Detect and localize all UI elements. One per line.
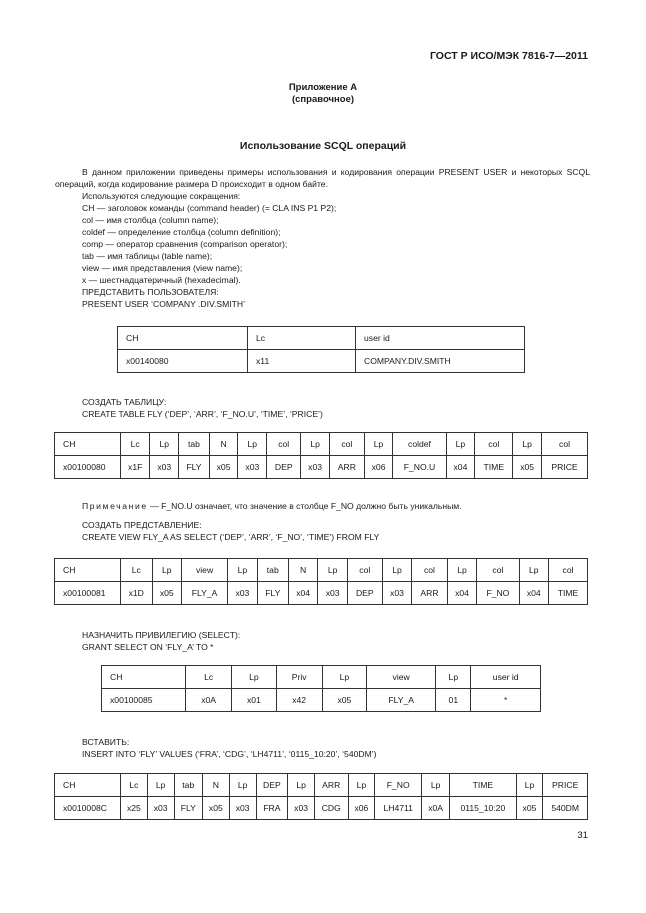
table-header-cell: TIME	[450, 774, 516, 797]
table-header-cell: col	[267, 433, 301, 456]
table-row	[55, 797, 588, 820]
table-header-cell: Lp	[446, 433, 475, 456]
table-header-cell: col	[347, 559, 382, 582]
appendix-label: Приложение А	[288, 82, 358, 93]
grant-block	[82, 629, 240, 653]
table-cell: x03	[301, 456, 330, 479]
table-header-row	[55, 559, 588, 582]
table-header-cell: N	[288, 559, 317, 582]
intro-line: x — шестнадцатеричный (hexadecimal).	[82, 275, 241, 285]
table-cell: FLY_A	[182, 582, 228, 605]
insert-heading: ВСТАВИТЬ:	[82, 737, 130, 747]
table-cell: TIME	[549, 582, 588, 605]
table-cell: FLY	[174, 797, 202, 820]
table-cell: x25	[121, 797, 148, 820]
table-header-cell: CH	[55, 559, 121, 582]
table-header-cell: CH	[118, 327, 248, 350]
table-cell: x04	[446, 456, 475, 479]
table-cell: x0A	[186, 689, 232, 712]
table-cell: x05	[322, 689, 366, 712]
appendix-type: (справочное)	[291, 94, 355, 105]
table-header-cell: tab	[257, 559, 288, 582]
insert-statement: INSERT INTO ‘FLY’ VALUES (‘FRA’, ‘CDG’, ‘LH4711’, ‘0115_10:20’, ‘540DM’)	[82, 749, 377, 759]
table-header-cell: tab	[179, 433, 210, 456]
table-row	[102, 689, 541, 712]
table-header-cell: col	[412, 559, 448, 582]
table-header-row	[118, 327, 525, 350]
table-cell: x06	[364, 456, 393, 479]
table-header-cell: Lp	[232, 666, 276, 689]
table-cell: 0115_10:20	[450, 797, 516, 820]
table-header-cell: Lc	[121, 774, 148, 797]
table-cell: x04	[447, 582, 476, 605]
table-header-cell: Lp	[382, 559, 411, 582]
grant-encoding-table	[101, 665, 541, 712]
table-cell: 01	[436, 689, 471, 712]
table-cell: ARR	[412, 582, 448, 605]
table-cell: x03	[382, 582, 411, 605]
table-header-cell: Lc	[248, 327, 356, 350]
table-header-cell: Lp	[229, 774, 256, 797]
table-header-cell: PRICE	[543, 774, 588, 797]
table-cell: FLY	[257, 582, 288, 605]
table-cell: x05	[152, 582, 181, 605]
table-cell: x00100085	[102, 689, 186, 712]
table-header-cell: Priv	[276, 666, 322, 689]
section-title: Использование SCQL операций	[239, 140, 407, 152]
table-header-cell: CH	[102, 666, 186, 689]
intro-line: CH — заголовок команды (command header) (= CLA INS P1 P2);	[82, 203, 337, 213]
create-view-heading: СОЗДАТЬ ПРЕДСТАВЛЕНИЕ:	[82, 520, 202, 530]
table-cell: TIME	[475, 456, 513, 479]
table-header-cell: ARR	[314, 774, 348, 797]
table-header-cell: Lp	[147, 774, 174, 797]
table-cell: ARR	[329, 456, 364, 479]
table-cell: FLY_A	[367, 689, 436, 712]
insert-block	[82, 736, 377, 760]
intro-line: ПРЕДСТАВИТЬ ПОЛЬЗОВАТЕЛЯ:	[82, 287, 219, 297]
table-cell: x05	[202, 797, 229, 820]
table-cell: x04	[288, 582, 317, 605]
table-cell: *	[471, 689, 541, 712]
intro-text	[55, 166, 590, 310]
intro-line: tab — имя таблицы (table name);	[82, 251, 213, 261]
table-header-cell: col	[549, 559, 588, 582]
create-view-block	[82, 519, 379, 543]
table-cell: x03	[228, 582, 257, 605]
page-number: 31	[577, 830, 588, 841]
note-text: — F_NO.U означает, что значение в столбце F_NO должно быть уникальным.	[147, 501, 462, 511]
table-header-cell: Lc	[186, 666, 232, 689]
table-header-cell: Lp	[152, 559, 181, 582]
table-cell: DEP	[347, 582, 382, 605]
table-header-cell: Lp	[322, 666, 366, 689]
note	[82, 500, 462, 512]
table-header-cell: DEP	[256, 774, 288, 797]
intro-line: PRESENT USER ‘COMPANY .DIV.SMITH’	[82, 299, 245, 309]
table-cell: x05	[516, 797, 543, 820]
table-header-cell: Lp	[447, 559, 476, 582]
table-cell: x03	[150, 456, 179, 479]
table-cell: 540DM	[543, 797, 588, 820]
table-header-cell: CH	[55, 433, 121, 456]
table-header-cell: col	[475, 433, 513, 456]
table-cell: x03	[147, 797, 174, 820]
table-header-cell: Lp	[513, 433, 542, 456]
intro-line: Используются следующие сокращения:	[82, 191, 241, 201]
intro-line: coldef — определение столбца (column definition);	[82, 227, 281, 237]
table-cell: x04	[519, 582, 548, 605]
intro-line: view — имя представления (view name);	[82, 263, 243, 273]
table-cell: x1F	[121, 456, 150, 479]
table-header-cell: Lp	[150, 433, 179, 456]
table-header-cell: Lp	[288, 774, 315, 797]
table-header-cell: N	[202, 774, 229, 797]
table-cell: x00100081	[55, 582, 121, 605]
table-cell: LH4711	[375, 797, 422, 820]
intro-line: col — имя столбца (column name);	[82, 215, 219, 225]
table-cell: x11	[248, 350, 356, 373]
table-header-cell: Lp	[422, 774, 450, 797]
table-header-cell: CH	[55, 774, 121, 797]
table-header-cell: Lc	[121, 433, 150, 456]
table-header-row	[102, 666, 541, 689]
table-header-cell: Lp	[348, 774, 375, 797]
table-header-cell: F_NO	[375, 774, 422, 797]
standard-designation: ГОСТ Р ИСО/МЭК 7816-7—2011	[429, 50, 588, 62]
table-header-cell: tab	[174, 774, 202, 797]
table-header-cell: Lp	[318, 559, 347, 582]
table-cell: x42	[276, 689, 322, 712]
table-row	[55, 582, 588, 605]
table-header-cell: N	[209, 433, 238, 456]
table-header-cell: Lp	[228, 559, 257, 582]
table-cell: x03	[229, 797, 256, 820]
table-header-cell: view	[367, 666, 436, 689]
appendix-title	[0, 82, 646, 106]
table-header-cell: Lp	[238, 433, 267, 456]
create-table-encoding-table	[54, 432, 588, 479]
table-header-cell: col	[329, 433, 364, 456]
table-cell: x05	[209, 456, 238, 479]
table-cell: COMPANY.DIV.SMITH	[356, 350, 525, 373]
table-cell: x1D	[121, 582, 153, 605]
table-cell: F_NO.U	[393, 456, 446, 479]
table-cell: x03	[238, 456, 267, 479]
table-header-cell: Lp	[364, 433, 393, 456]
table-row	[55, 456, 588, 479]
table-header-row	[55, 433, 588, 456]
intro-line: comp — оператор сравнения (comparison operator);	[82, 239, 288, 249]
insert-encoding-table	[54, 773, 588, 820]
present-user-table	[117, 326, 525, 373]
table-header-cell: Lp	[301, 433, 330, 456]
table-cell: x06	[348, 797, 375, 820]
table-cell: x0A	[422, 797, 450, 820]
table-cell: x03	[318, 582, 347, 605]
intro-paragraph: В данном приложении приведены примеры использования и кодирования операции PRESENT USER и некоторых SCQL операций, когда кодирование размера D происходит в одном байте.	[55, 167, 590, 189]
grant-heading: НАЗНАЧИТЬ ПРИВИЛЕГИЮ (SELECT):	[82, 630, 241, 640]
note-label: Примечание	[82, 501, 148, 511]
table-header-cell: Lp	[436, 666, 471, 689]
table-cell: x00140080	[118, 350, 248, 373]
table-cell: x05	[513, 456, 542, 479]
table-cell: x01	[232, 689, 276, 712]
table-cell: FLY	[179, 456, 210, 479]
table-cell: x03	[288, 797, 315, 820]
table-header-cell: coldef	[393, 433, 446, 456]
table-cell: FRA	[256, 797, 288, 820]
table-header-cell: user id	[471, 666, 541, 689]
grant-statement: GRANT SELECT ON ‘FLY_A’ TO *	[82, 642, 214, 652]
table-cell: CDG	[314, 797, 348, 820]
table-cell: PRICE	[542, 456, 588, 479]
create-view-encoding-table	[54, 558, 588, 605]
table-header-cell: view	[182, 559, 228, 582]
table-cell: F_NO	[477, 582, 519, 605]
table-header-cell: Lp	[519, 559, 548, 582]
table-cell: x0010008C	[55, 797, 121, 820]
table-row	[118, 350, 525, 373]
table-header-row	[55, 774, 588, 797]
create-table-statement: CREATE TABLE FLY (‘DEP’, ‘ARR’, ‘F_NO.U’, ‘TIME’, ‘PRICE’)	[82, 409, 323, 419]
create-table-heading: СОЗДАТЬ ТАБЛИЦУ:	[82, 397, 167, 407]
table-cell: x00100080	[55, 456, 121, 479]
create-view-statement: CREATE VIEW FLY_A AS SELECT (‘DEP’, ‘ARR’, ‘F_NO’, ‘TIME’) FROM FLY	[82, 532, 380, 542]
table-header-cell: user id	[356, 327, 525, 350]
table-header-cell: col	[542, 433, 588, 456]
table-header-cell: Lc	[121, 559, 153, 582]
table-cell: DEP	[267, 456, 301, 479]
table-header-cell: col	[477, 559, 519, 582]
create-table-block	[82, 396, 323, 420]
table-header-cell: Lp	[516, 774, 543, 797]
